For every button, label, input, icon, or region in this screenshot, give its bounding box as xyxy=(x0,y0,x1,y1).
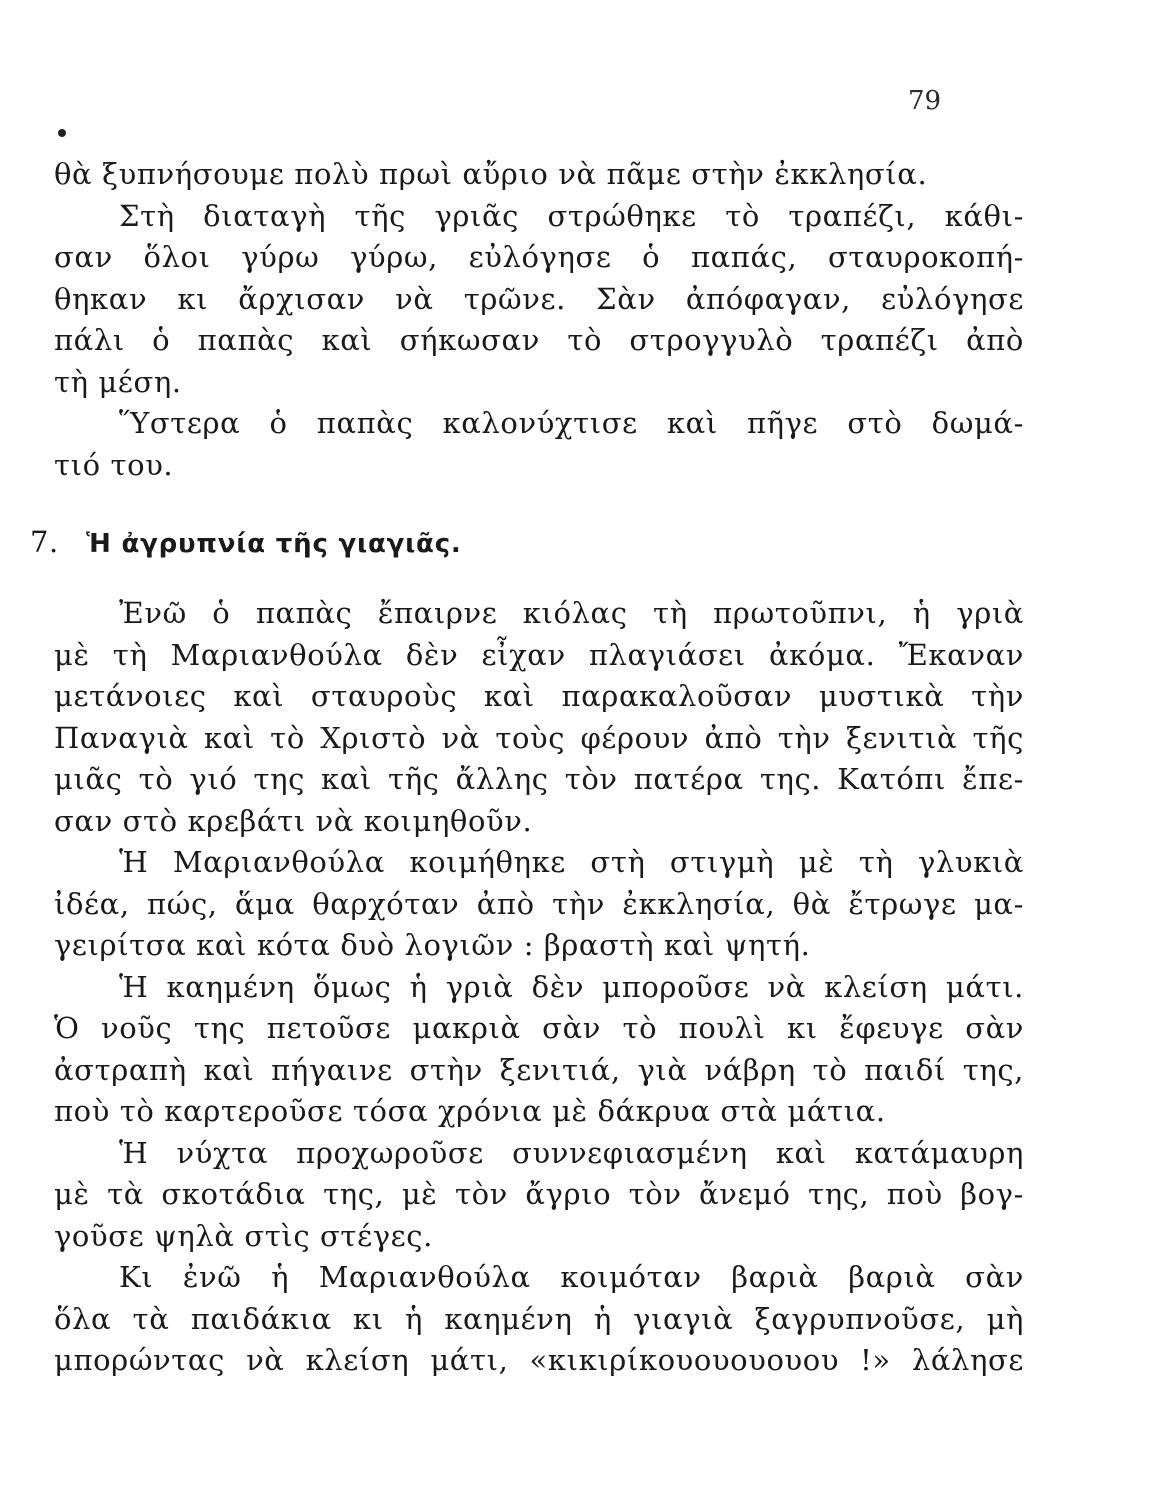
section-number: 7. xyxy=(30,525,59,559)
text-line: τιό του. xyxy=(54,447,174,482)
section-title: Ἡ ἀγρυπνία τῆς γιαγιᾶς. xyxy=(86,529,462,559)
paragraph-block-2 xyxy=(54,593,1024,1382)
text-line: Παναγιὰ καὶ τὸ Χριστὸ νὰ τοὺς φέρουν ἀπὸ τὴν ξενιτιὰ τῆς xyxy=(54,720,1024,755)
text-line: Κι ἐνῶ ἡ Μαριανθούλα κοιμόταν βαριὰ βαριὰ σὰν xyxy=(119,1260,1024,1294)
text-line: Ὁ νοῦς της πετοῦσε μακριὰ σὰν τὸ πουλὶ κι ἔφευγε σὰν xyxy=(54,1011,1024,1045)
text-line: μὲ τὴ Μαριανθούλα δὲν εἶχαν πλαγιάσει ἀκόμα. Ἔκαναν xyxy=(54,637,1024,672)
page-number: 79 xyxy=(908,86,942,116)
text-line: θηκαν κι ἄρχισαν νὰ τρῶνε. Σὰν ἀπόφαγαν, εὐλόγησε xyxy=(54,281,1024,316)
text-line: μετάνοιες καὶ σταυροὺς καὶ παρακαλοῦσαν μυστικὰ τὴν xyxy=(54,679,1024,713)
text-line: μιᾶς τὸ γιό της καὶ τῆς ἄλλης τὸν πατέρα της. Κατόπι ἔπε- xyxy=(54,762,1024,796)
text-line: γοῦσε ψηλὰ στὶς στέγες. xyxy=(54,1218,433,1253)
text-line: Ἐνῶ ὁ παπὰς ἔπαιρνε κιόλας τὴ πρωτοῦπνι, ἡ γριὰ xyxy=(119,596,1024,630)
text-line: ποὺ τὸ καρτεροῦσε τόσα χρόνια μὲ δάκρυα στὰ μάτια. xyxy=(54,1094,886,1128)
section-heading xyxy=(30,522,462,566)
text-line: ἰδέα, πώς, ἅμα θαρχόταν ἀπὸ τὴν ἐκκλησία, θὰ ἔτρωγε μα- xyxy=(54,886,1024,921)
text-line: θὰ ξυπνήσουμε πολὺ πρωὶ αὔριο νὰ πᾶμε στὴν ἐκκλησία. xyxy=(54,157,928,191)
text-line: μὲ τὰ σκοτάδια της, μὲ τὸν ἄγριο τὸν ἄνεμό της, ποὺ βογ- xyxy=(54,1177,1024,1211)
text-line: Ἡ καημένη ὅμως ἡ γριὰ δὲν μποροῦσε νὰ κλείση μάτι. xyxy=(119,969,1024,1004)
text-line: σαν στὸ κρεβάτι νὰ κοιμηθοῦν. xyxy=(54,803,533,838)
paragraph-block-1 xyxy=(54,154,1024,486)
text-line: ἀστραπὴ καὶ πήγαινε στὴν ξενιτιά, γιὰ νάβρη τὸ παιδί της, xyxy=(54,1052,1024,1087)
text-line: Ἡ νύχτα προχωροῦσε συννεφιασμένη καὶ κατάμαυρη xyxy=(119,1135,1024,1170)
text-line: πάλι ὁ παπὰς καὶ σήκωσαν τὸ στρογγυλὸ τραπέζι ἀπὸ xyxy=(54,323,1024,357)
text-line: σαν ὅλοι γύρω γύρω, εὐλόγησε ὁ παπάς, σταυροκοπή- xyxy=(54,240,1024,274)
text-line: τὴ μέση. xyxy=(54,364,182,399)
text-line: γειρίτσα καὶ κότα δυὸ λογιῶν : βραστὴ καὶ ψητή. xyxy=(54,928,811,962)
text-line: ὅλα τὰ παιδάκια κι ἡ καημένη ἡ γιαγιὰ ξαγρυπνοῦσε, μὴ xyxy=(54,1301,1024,1336)
text-line: Ὕστερα ὁ παπὰς καλονύχτισε καὶ πῆγε στὸ δωμά- xyxy=(119,406,1024,440)
text-line: Στὴ διαταγὴ τῆς γριᾶς στρώθηκε τὸ τραπέζι, κάθι- xyxy=(119,198,1024,233)
ink-dot xyxy=(58,129,66,137)
text-line: Ἡ Μαριανθούλα κοιμήθηκε στὴ στιγμὴ μὲ τὴ γλυκιὰ xyxy=(119,845,1024,879)
text-line: μπορώντας νὰ κλείση μάτι, «κικιρίκουουουουου !» λάλησε xyxy=(54,1343,1024,1377)
